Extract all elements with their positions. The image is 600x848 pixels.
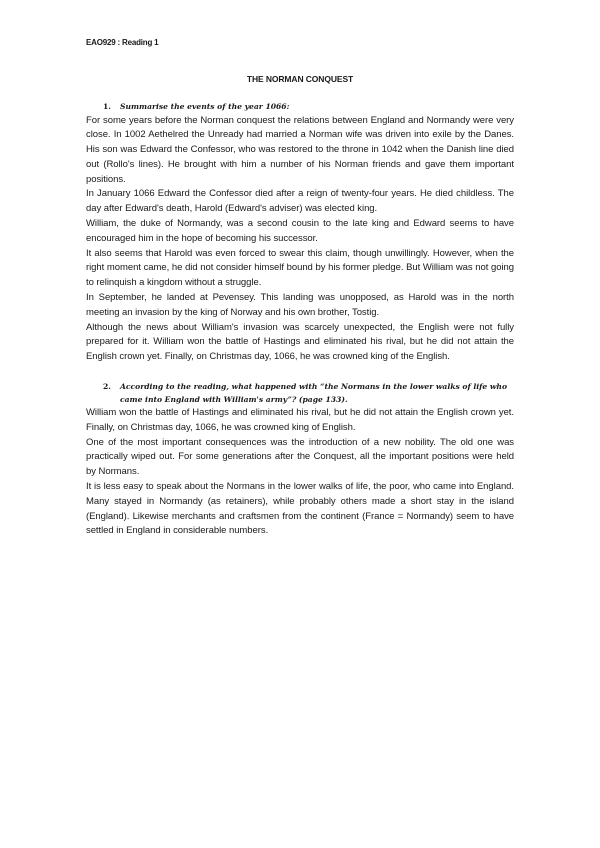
answer-2-paragraph: It is less easy to speak about the Normans in the lower walks of life, the poor, who came into England. Many stayed in Normandy (as retainers), while probably others made a short stay in the island (England). Likewise merchants and craftsmen from the continent (France = Normandy) seem to have settled in England in considerable numbers. bbox=[86, 481, 514, 537]
answer-1-paragraph: Although the news about William's invasion was scarcely unexpected, the English were not fully prepared for it. William won the battle of Hastings and eliminated his rival, but he did not attain the English crown yet. Finally, on Christmas day, 1066, he was crowned king of the English. bbox=[86, 321, 514, 363]
document-page bbox=[86, 38, 514, 539]
question-2-number: 2. bbox=[103, 382, 111, 392]
answer-2-paragraph: William won the battle of Hastings and eliminated his rival, but he did not attain the English crown yet. Finally, on Christmas day, 1066, he was crowned king of English. bbox=[86, 407, 514, 433]
question-1 bbox=[103, 101, 514, 114]
answer-2-paragraph: One of the most important consequences was the introduction of a new nobility. The old one was practically wiped out. For some generations after the Conquest, all the important positions were held by Normans. bbox=[86, 436, 514, 478]
answer-1-paragraph: William, the duke of Normandy, was a second cousin to the late king and Edward seems to have encouraged him in the hope of becoming his successor. bbox=[86, 218, 514, 244]
document-title: THE NORMAN CONQUEST bbox=[246, 74, 354, 84]
course-code-header: EAO929 : Reading 1 bbox=[86, 38, 159, 47]
answer-1-paragraph: It also seems that Harold was even forced to swear this claim, though unwillingly. However, when the right moment came, he did not consider himself bound by his former pledge. But William was not going to relinquish a kingdom without a struggle. bbox=[86, 247, 514, 289]
question-1-text: Summarise the events of the year 1066: bbox=[120, 102, 290, 111]
answer-1-paragraph: For some years before the Norman conquest the relations between England and Normandy were very close. In 1002 Aethelred the Unready had married a Norman wife was driven into exile by the Danes. His son was Edward the Confessor, who was restored to the throne in 1042 when the Danish line died out (Rollo's lines). He brought with him a number of his Norman friends and gave them important positions. bbox=[86, 114, 514, 185]
answer-1-paragraph: In September, he landed at Pevensey. This landing was unopposed, as Harold was in the north meeting an invasion by the king of Norway and his own brother, Tostig. bbox=[86, 292, 514, 318]
question-2-text: According to the reading, what happened with “the Normans in the lower walks of life who came into England with William's army”? (page 133). bbox=[120, 382, 508, 404]
question-1-number: 1. bbox=[103, 102, 111, 111]
question-2 bbox=[103, 381, 514, 406]
answer-1-paragraph: In January 1066 Edward the Confessor died after a reign of twenty-four years. He died childless. The day after Edward's death, Harold (Edward's adviser) was elected king. bbox=[86, 188, 514, 215]
